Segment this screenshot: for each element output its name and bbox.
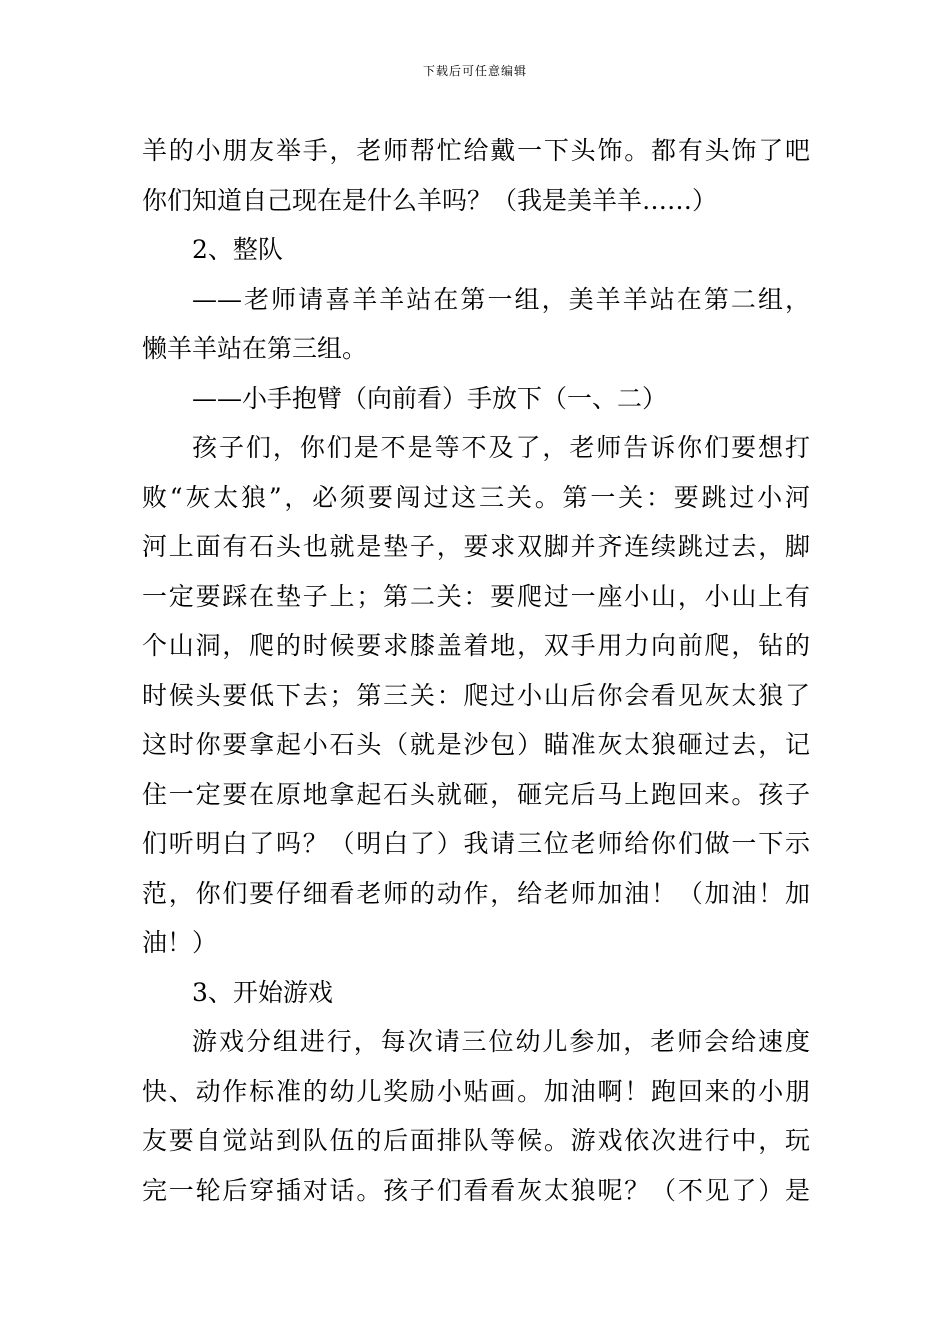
text-line: 羊的小朋友举手，老师帮忙给戴一下头饰。都有头饰了吧 <box>142 136 810 165</box>
text-line: 河上面有石头也就是垫子，要求双脚并齐连续跳过去，脚 <box>142 532 810 561</box>
text-line: 一定要踩在垫子上；第二关：要爬过一座小山，小山上有 <box>142 581 810 611</box>
section-heading: 2、整队 <box>192 235 283 264</box>
text-line: 个山洞，爬的时候要求膝盖着地，双手用力向前爬，钻的 <box>142 631 810 660</box>
text-line: 时候头要低下去；第三关：爬过小山后你会看见灰太狼了 <box>142 680 810 710</box>
text-line: 范，你们要仔细看老师的动作，给老师加油！（加油！加 <box>142 878 810 908</box>
text-line: ——老师请喜羊羊站在第一组，美羊羊站在第二组， <box>192 284 810 314</box>
text-line: 油！） <box>142 928 218 957</box>
section-heading: 3、开始游戏 <box>192 977 333 1007</box>
text-line: 住一定要在原地拿起石头就砸，砸完后马上跑回来。孩子 <box>142 779 810 809</box>
page-header: 下载后可任意编辑 <box>422 64 527 78</box>
text-line: 们听明白了吗？（明白了）我请三位老师给你们做一下示 <box>142 829 810 858</box>
text-line: 游戏分组进行，每次请三位幼儿参加，老师会给速度 <box>192 1027 810 1056</box>
text-line: 友要自觉站到队伍的后面排队等候。游戏依次进行中，玩 <box>142 1126 810 1155</box>
text-line: 你们知道自己现在是什么羊吗？（我是美羊羊……） <box>142 185 718 215</box>
document-body <box>142 126 810 1215</box>
text-line: 完一轮后穿插对话。孩子们看看灰太狼呢？（不见了）是 <box>142 1175 810 1205</box>
text-line: 懒羊羊站在第三组。 <box>142 334 368 363</box>
text-line: 快、动作标准的幼儿奖励小贴画。加油啊！跑回来的小朋 <box>142 1076 810 1106</box>
text-line: ——小手抱臂（向前看）手放下（一、二） <box>192 383 668 413</box>
text-line: 败“灰太狼”，必须要闯过这三关。第一关：要跳过小河 <box>142 482 810 512</box>
text-line: 孩子们，你们是不是等不及了，老师告诉你们要想打 <box>192 433 810 462</box>
text-line: 这时你要拿起小石头（就是沙包）瞄准灰太狼砸过去，记 <box>142 730 810 759</box>
